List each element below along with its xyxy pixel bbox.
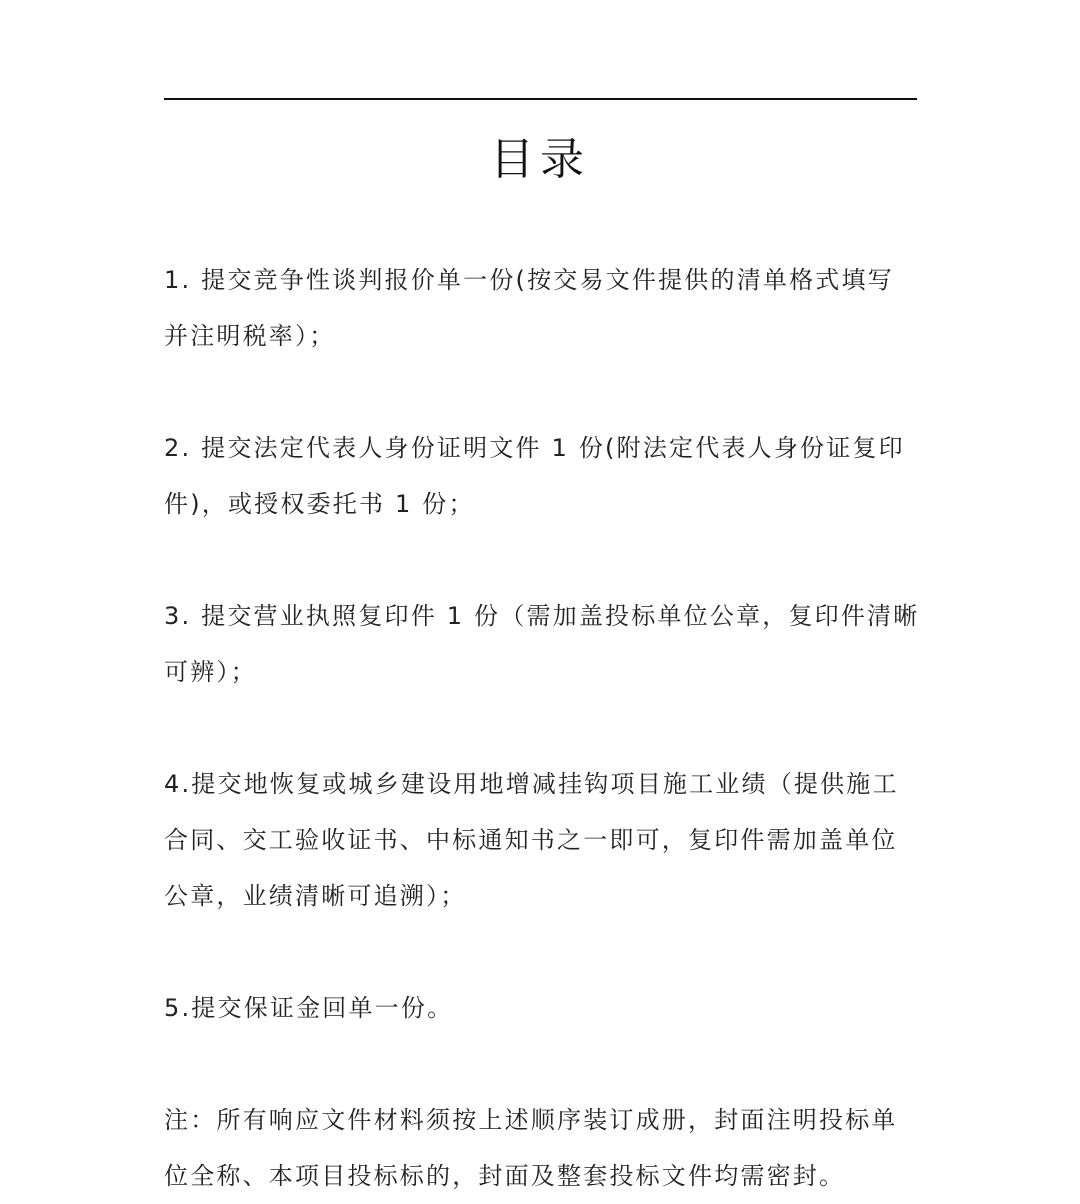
note-text: 注：所有响应文件材料须按上述顺序装订成册，封面注明投标单位全称、本项目投标标的，封面及整套投标文件均需密封。 [164, 1106, 898, 1190]
document-body [164, 252, 920, 1204]
list-item-5: 5.提交保证金回单一份。 [164, 994, 454, 1022]
list-item-2: 2. 提交法定代表人身份证明文件 1 份(附法定代表人身份证复印件)，或授权委托书 1 份； [164, 434, 905, 518]
list-item-3: 3. 提交营业执照复印件 1 份（需加盖投标单位公章，复印件清晰可辨）； [164, 602, 920, 686]
header-rule [164, 98, 917, 100]
page-title: 目录 [490, 134, 590, 185]
list-item-4: 4.提交地恢复或城乡建设用地增减挂钩项目施工业绩（提供施工合同、交工验收证书、中标通知书之一即可，复印件需加盖单位公章，业绩清晰可追溯）； [164, 770, 899, 910]
list-item-1: 1. 提交竞争性谈判报价单一份(按交易文件提供的清单格式填写并注明税率）； [164, 266, 894, 350]
